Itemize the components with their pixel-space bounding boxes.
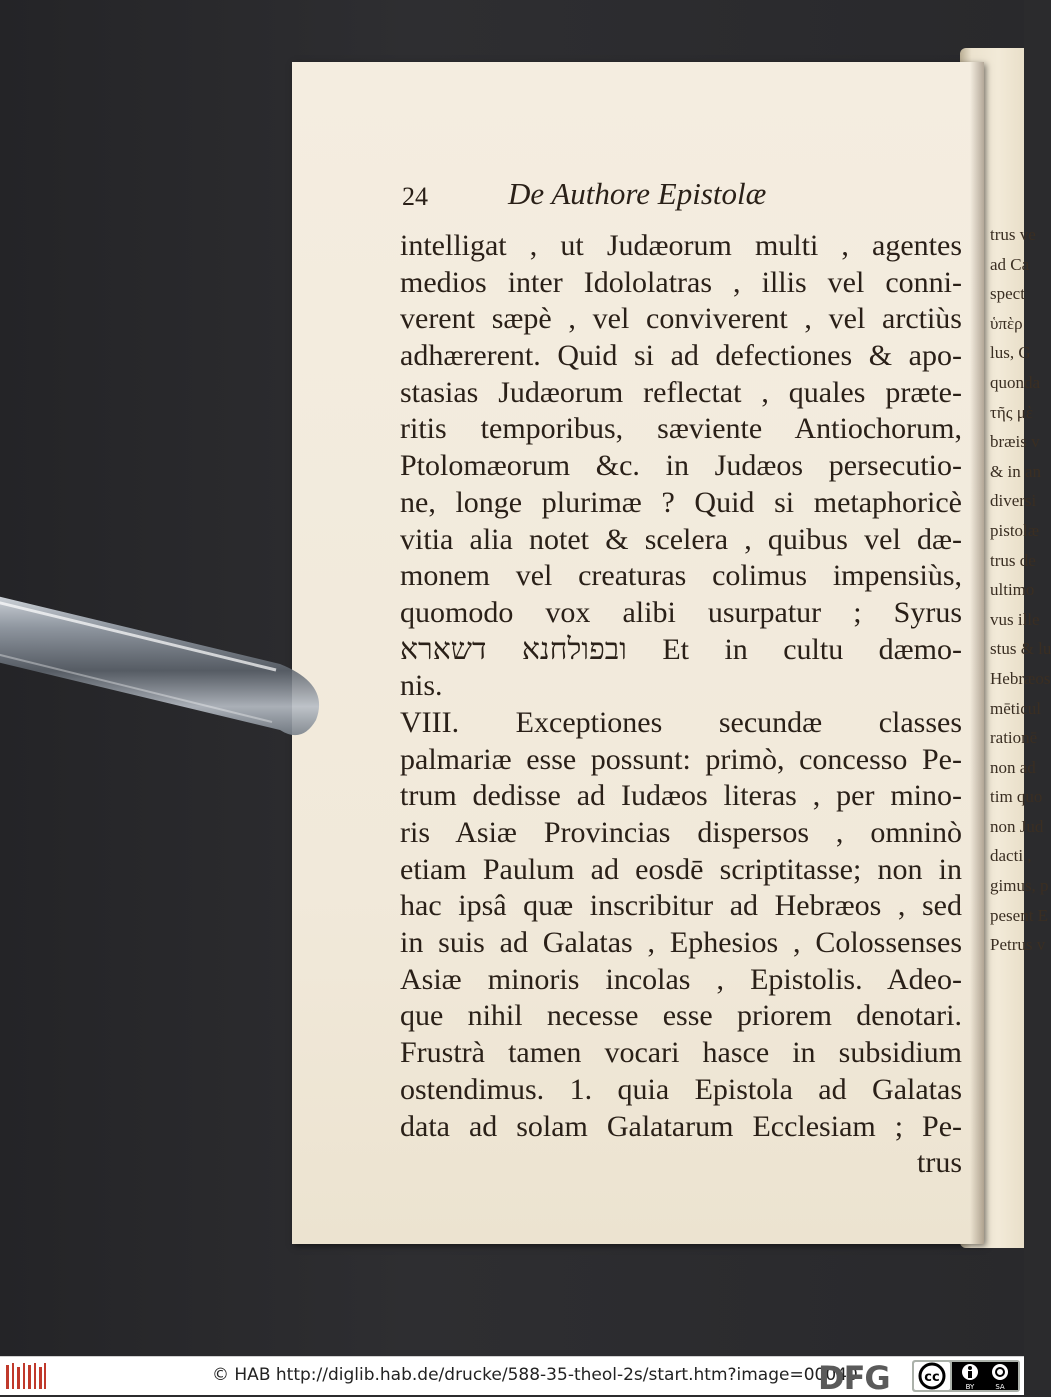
running-head — [402, 176, 962, 220]
cc-license-icon[interactable] — [912, 1360, 1020, 1392]
text-line: ritis temporibus, sæviente Antiochorum, — [400, 412, 962, 446]
text-line: Asiæ minoris incolas , Epistolis. Adeo- — [400, 962, 962, 996]
adjacent-page-text — [990, 220, 1051, 960]
adjacent-text-fragment: stus & lu — [990, 639, 1051, 659]
adjacent-text-fragment: tim quo — [990, 787, 1043, 807]
text-line: vitia alia notet & scelera , quibus vel dæ- — [400, 522, 962, 556]
catchword: trus — [917, 1146, 962, 1180]
license-by-label: BY — [965, 1383, 975, 1391]
svg-text:cc: cc — [924, 1370, 940, 1385]
text-line: in suis ad Galatas , Ephesios , Colossenses — [400, 926, 962, 960]
text-line: ובפולחנא דשארא Et in cultu dæmo- — [400, 632, 962, 666]
text-line: nis. — [400, 669, 443, 703]
text-line: intelligat , ut Judæorum multi , agentes — [400, 229, 962, 262]
adjacent-text-fragment: diversi — [990, 491, 1037, 511]
adjacent-text-fragment: ad Ca — [990, 254, 1030, 274]
adjacent-text-fragment: lus, G — [990, 343, 1031, 363]
adjacent-text-fragment: trus ve — [990, 225, 1036, 244]
text-line: adhærerent. Quid si ad defectiones & apo- — [400, 339, 962, 373]
adjacent-text-fragment: pistolæ — [990, 520, 1040, 540]
text-line: etiam Paulum ad eosdē scriptitasse; non in — [400, 852, 962, 886]
adjacent-text-fragment: gimus, p — [990, 876, 1049, 896]
adjacent-text-fragment: trus de — [990, 550, 1036, 570]
text-line: Frustrà tamen vocari hasce in subsidium — [400, 1036, 962, 1070]
text-line: ostendimus. 1. quia Epistola ad Galatas — [400, 1072, 962, 1106]
body-text — [400, 228, 962, 1182]
adjacent-text-fragment: dacti , — [990, 846, 1032, 866]
hab-logo-icon — [4, 1361, 48, 1391]
adjacent-text-fragment: τῆς μὲ — [990, 402, 1033, 422]
text-line: medios inter Idololatras , illis vel conni- — [400, 265, 962, 299]
adjacent-text-fragment: spect — [990, 284, 1025, 304]
text-line: data ad solam Galatarum Ecclesiam ; Pe- — [400, 1109, 962, 1143]
adjacent-text-fragment: pesent E — [990, 905, 1049, 925]
adjacent-text-fragment: ultimo — [990, 580, 1035, 600]
text-line: que nihil necesse esse priorem denotari. — [400, 999, 962, 1033]
adjacent-text-fragment: non Jud — [990, 816, 1044, 836]
adjacent-text-fragment: ὑπὲρ — [990, 313, 1023, 333]
text-line: quomodo vox alibi usurpatur ; Syrus — [400, 595, 962, 629]
text-line: hac ipsâ quæ inscribitur ad Hebræos , sed — [400, 889, 962, 923]
running-title: De Authore Epistolæ — [508, 176, 767, 211]
text-line: verent sæpè , vel conviverent , vel arctiùs — [400, 302, 962, 336]
adjacent-text-fragment: bræis v — [990, 432, 1040, 452]
adjacent-text-fragment: rationē — [990, 728, 1038, 748]
dfg-logo: DFG — [818, 1359, 890, 1397]
text-line: Ptolomæorum &c. in Judæos persecutio- — [400, 449, 962, 483]
text-line: ris Asiæ Provincias dispersos , omninò — [400, 816, 962, 849]
page-number: 24 — [402, 182, 428, 211]
attribution-link[interactable]: © HAB http://diglib.hab.de/drucke/588-35-theol-2s/start.htm?image=00040 — [212, 1365, 858, 1385]
adjacent-text-fragment: Petrus v — [990, 935, 1046, 955]
text-line: ne, longe plurimæ ? Quid si metaphoricè — [400, 485, 962, 519]
text-line: monem vel creaturas colimus impensiùs, — [400, 559, 962, 593]
license-sa-label: SA — [995, 1383, 1005, 1391]
text-line: stasias Judæorum reflectat , quales præte- — [400, 375, 962, 409]
text-line: VIII. Exceptiones secundæ classes — [400, 705, 962, 739]
adjacent-text-fragment: non ad — [990, 757, 1036, 777]
adjacent-text-fragment: vus ille — [990, 609, 1040, 629]
text-line: palmariæ esse possunt: primò, concesso Pe- — [400, 742, 962, 776]
adjacent-text-fragment: mēticul — [990, 698, 1041, 718]
text-line: trum dedisse ad Iudæos literas , per mino- — [400, 779, 962, 813]
adjacent-text-fragment: & in an — [990, 461, 1041, 481]
glass-rod — [0, 584, 340, 740]
adjacent-text-fragment: Hebræos — [990, 668, 1051, 688]
page-edge-shadow — [970, 62, 984, 1244]
adjacent-text-fragment: quonda — [990, 372, 1041, 392]
footer-bar — [0, 1356, 1024, 1395]
